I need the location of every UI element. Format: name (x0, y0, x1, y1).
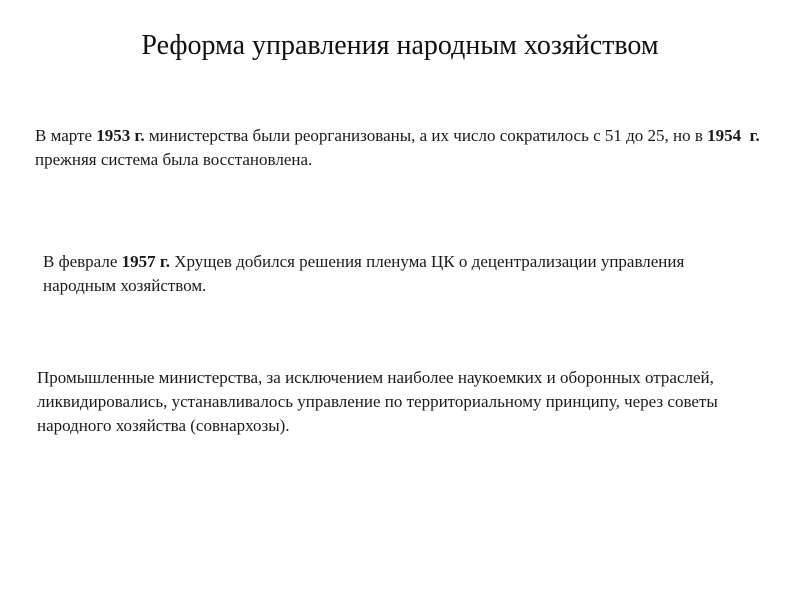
slide-title: Реформа управления народным хозяйством (141, 30, 659, 61)
text: министерства были реорганизованы, а их число сократилось с 51 до 25, но в (144, 126, 708, 145)
text: Промышленные министерства, за исключением наиболее наукоемких и оборонных отраслей, ликвидировались, устанавливалось управление по территориальному принципу, через советы народного хозяйства (совнархозы). (37, 368, 718, 435)
text: В марте (35, 126, 97, 145)
year-1954: 1954 г. (707, 126, 760, 145)
paragraph-plenum-1957 (43, 250, 703, 298)
text: Хрущев добился решения пленума ЦК о децентрализации управления народным хозяйством. (43, 252, 685, 295)
paragraph-ministries-1953 (35, 124, 765, 172)
paragraph-sovnarkhozy (37, 366, 757, 438)
year-1957: 1957 г. (121, 252, 170, 271)
text: прежняя система была восстановлена. (35, 150, 313, 169)
text: В феврале (43, 252, 122, 271)
year-1953: 1953 г. (96, 126, 145, 145)
